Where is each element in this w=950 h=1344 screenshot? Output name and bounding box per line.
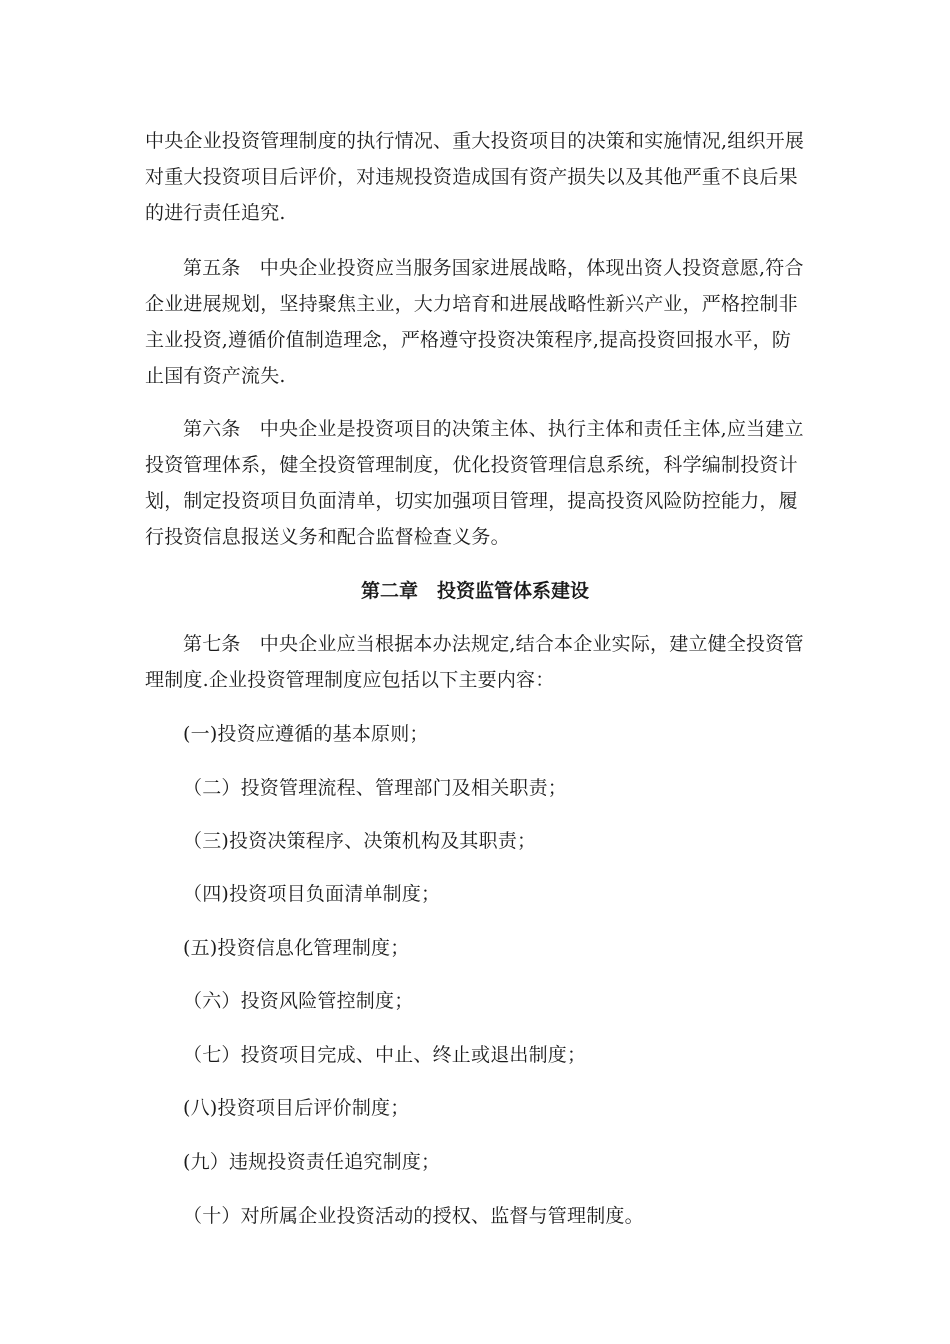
list-item: (九）违规投资责任追究制度； [183,1151,441,1173]
paragraph-line: 的进行责任追究. [145,202,286,224]
list-item: (一)投资应遵循的基本原则； [183,723,429,745]
list-item: （三)投资决策程序、决策机构及其职责； [183,830,537,852]
paragraph-line: 对重大投资项目后评价，对违规投资造成国有资产损失以及其他严重不良后果 [145,166,798,188]
list-item: （十）对所属企业投资活动的授权、监督与管理制度。 [183,1205,644,1227]
article-7-line: 第七条 中央企业应当根据本办法规定,结合本企业实际，建立健全投资管 [183,633,804,655]
article-5-line: 企业进展规划，坚持聚焦主业，大力培育和进展战略性新兴产业，严格控制非 [145,293,798,315]
article-5-line: 主业投资,遵循价值制造理念，严格遵守投资决策程序,提高投资回报水平，防 [145,329,792,351]
list-item: (八)投资项目后评价制度； [183,1097,410,1119]
article-6-line: 划，制定投资项目负面清单，切实加强项目管理，提高投资风险防控能力，履 [145,490,798,512]
article-7-line: 理制度.企业投资管理制度应包括以下主要内容： [145,669,555,691]
list-item: （四)投资项目负面清单制度； [183,883,441,905]
list-item: （二）投资管理流程、管理部门及相关职责； [183,777,568,799]
article-5-line: 第五条 中央企业投资应当服务国家进展战略，体现出资人投资意愿,符合 [183,257,804,279]
list-item: (五)投资信息化管理制度； [183,937,410,959]
article-6-line: 行投资信息报送义务和配合监督检查义务。 [145,526,510,548]
list-item: （七）投资项目完成、中止、终止或退出制度； [183,1044,587,1066]
chapter-heading: 第二章 投资监管体系建设 [360,580,589,602]
article-6-line: 第六条 中央企业是投资项目的决策主体、执行主体和责任主体,应当建立 [183,418,804,440]
paragraph-line: 中央企业投资管理制度的执行情况、重大投资项目的决策和实施情况,组织开展 [145,130,805,152]
list-item: （六）投资风险管控制度； [183,990,414,1012]
article-6-line: 投资管理体系，健全投资管理制度，优化投资管理信息系统，科学编制投资计 [145,454,798,476]
article-5-line: 止国有资产流失. [145,365,286,387]
